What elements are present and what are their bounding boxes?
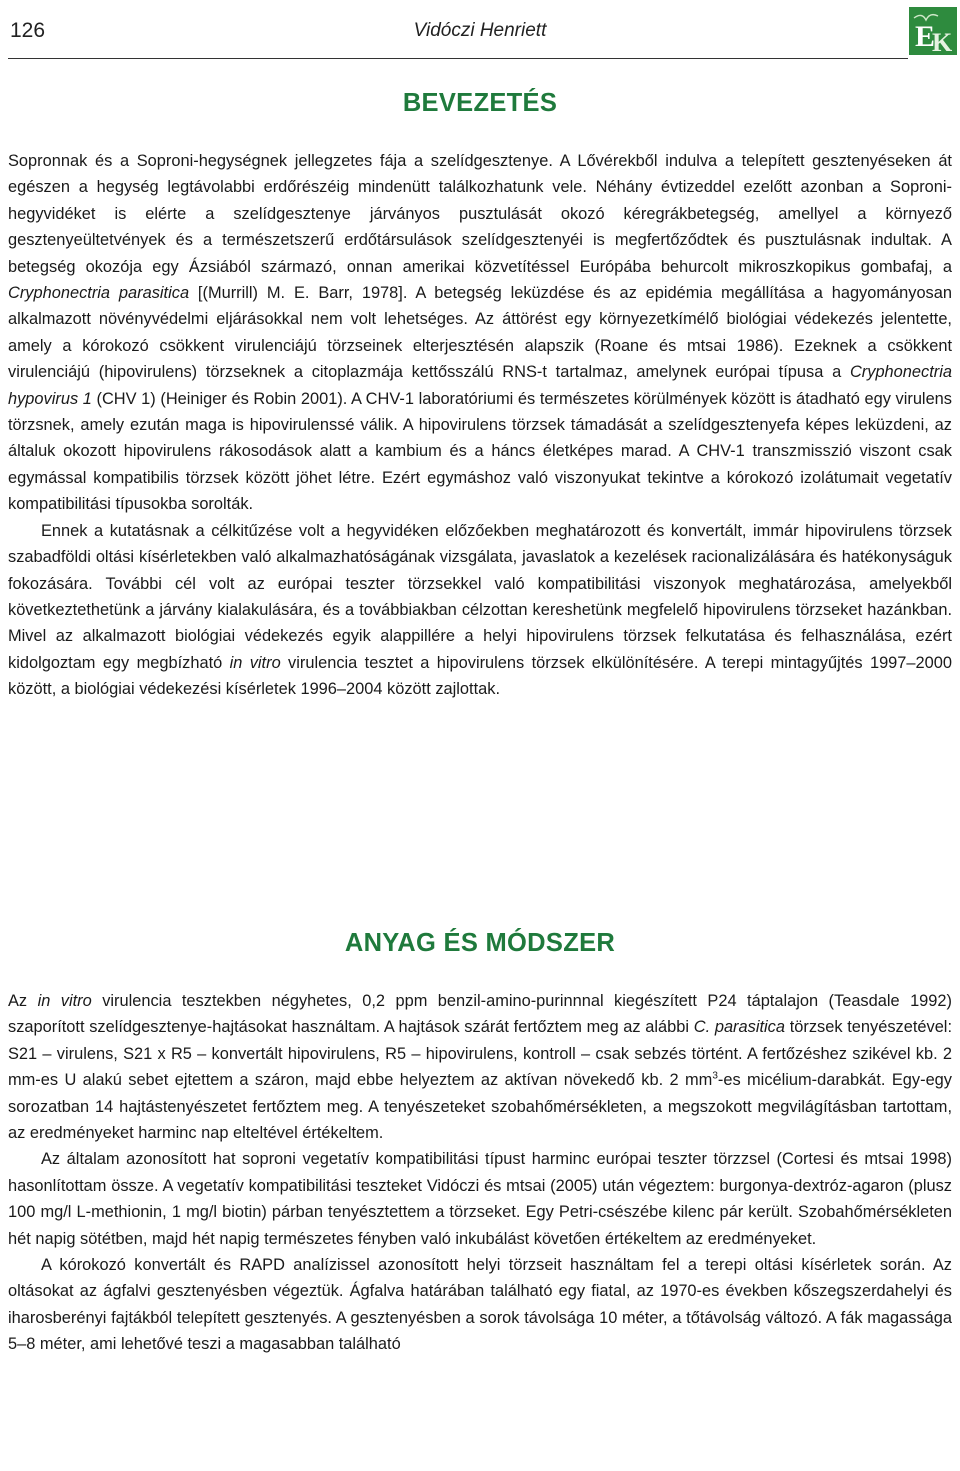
introduction-body (8, 148, 952, 703)
header-rule (8, 58, 908, 59)
paragraph (8, 148, 952, 518)
paragraph (8, 1252, 952, 1358)
page-header (0, 0, 960, 62)
italic-term: Cryphonectria hypovirus 1 (8, 363, 952, 408)
svg-text:K: K (932, 28, 953, 56)
paragraph (8, 1146, 952, 1252)
paragraph (8, 988, 952, 1146)
text-run: törzsek tenyészetével: S21 – virulens, S21 x R5 – konvertált hipovirulens, R5 – hipovirulens, kontroll – csak sebzés történt. A fertőzéshez szikével kb. 2 mm-es U alakú sebet ejtettem a száron, majd ebbe helyeztem az aktívan növekedő kb. 2 mm (8, 1018, 953, 1090)
running-title: Vidóczi Henriett (413, 20, 547, 41)
text-run: Az általam azonosított hat soproni vegetatív kompatibilitási típust harminc európai teszter törzzsel (Cortesi és mtsai 1998) hasonlítottam össze. A vegetatív kompatibilitási teszteket Vidóczi és mtsai (2005) után végeztem: burgonya-dextróz-agaron (plusz 100 mg/l L-methionin, 1 mg/l biotin) párban tenyésztettem a törzseket. Egy Petri-csészébe kilenc pár került. Szobahőmérsékleten hét napig sötétben, majd hét napig természetes fényben való inkubálást követően értékeltem az eredményeket. (8, 1150, 952, 1248)
italic-term: in vitro (37, 992, 92, 1010)
text-run: -es micélium-darabkát. Egy-egy sorozatban 14 hajtástenyészetet fertőztem meg. A tenyészeteket szobahőmérsékleten, a megszokott megvilágításban tartottam, az eredményeket harminc nap elteltével értékeltem. (8, 1071, 952, 1143)
text-run: virulencia tesztekben négyhetes, 0,2 ppm benzil-amino-purinnnal kiegészített P24 táptalajon (Teasdale 1992) szaporított szelídgesztenye-hajtásokat használtam. A hajtások szárát fertőztem meg az alábbi (8, 992, 952, 1037)
svg-text:E: E (915, 20, 936, 53)
section-heading-materials-methods: ANYAG ÉS MÓDSZER (344, 929, 616, 957)
text-run: (CHV 1) (Heiniger és Robin 2001). A CHV-1 laboratóriumi és természetes körülmények között is átadható egy virulens törzsnek, amely ezután maga is hipovirulenssé válik. A hipovirulens törzsek támadását a szelídgesztenyefa képes leküzdeni, az általuk okozott hipovirulens rákosodások alatt a kambium és a háncs életképes marad. A CHV-1 transzmisszió viszont csak egymással kompatibilis törzsek között jöhet létre. Ezért egymáshoz való viszonyukat tekintve a kórokozó izolátumait vegetatív kompatibilitási típusokba sorolták. (8, 389, 952, 514)
superscript: 3 (712, 1070, 718, 1082)
materials-methods-body (8, 988, 952, 1358)
text-run: Az (8, 992, 38, 1010)
text-run: Ennek a kutatásnak a célkitűzése volt a hegyvidéken előzőekben meghatározott és konvertált, immár hipovirulens törzsek szabadföldi oltási kísérletekben való alkalmazhatóságának vizsgálata, javaslatok a kezelések racionalizálására és hatékonyságuk fokozására. További cél volt az európai teszter törzsekkel való kompatibilitási viszonyok meghatározása, amelyekből következtethetünk a járvány kialakulására, és a továbbiakban célzottan kereshetünk megfelelő hipovirulens törzseket hazánkban. Mivel az alkalmazott biológiai védekezés egyik alappillére a helyi hipovirulens törzsek felkutatása és felhasználása, ezért kidolgoztam egy megbízható (8, 521, 952, 672)
section-heading-introduction: BEVEZETÉS (402, 89, 558, 117)
text-run: Sopronnak és a Soproni-hegységnek jellegzetes fája a szelídgesztenye. A Lővérekből indulva a telepített gesztenyéseken át egészen a hegység legtávolabbi erdőrészéig mindenütt találkozhatunk vele. Néhány évtizeddel ezelőtt azonban a Soproni-hegyvidéket is elérte a szelídgesztenye járványos pusztulását okozó kéregrákbetegség, amellyel a környező gesztenyeültetvények és a természetszerű erdőtársulások szelídgesztenyéi is megfertőződtek és pusztulásnak indultak. A betegség okozója egy Ázsiából származó, onnan amerikai közvetítéssel Európába behurcolt mikroszkopikus gombafaj, a (8, 152, 952, 276)
paragraph (8, 518, 952, 703)
text-run: virulencia tesztet a hipovirulens törzsek elkülönítésére. A terepi mintagyűjtés 1997–2000 között, a biológiai védekezési kísérletek 1996–2004 között zajlottak. (8, 653, 952, 699)
italic-term: in vitro (229, 653, 281, 672)
text-run: A kórokozó konvertált és RAPD analízissel azonosított helyi törzseit használtam fel a terepi oltási kísérletek során. Az oltásokat az ágfalvi gesztenyésben végeztük. Ágfalva határában található egy fiatal, az 1970-es években kőszegszerdahelyi és iharosberényi fajtákból telepített gesztenyés. A gesztenyésben a sorok távolsága 10 méter, a tőtávolság változó. A fák magassága 5–8 méter, ami lehetővé teszi a magasabban található (8, 1256, 952, 1354)
page-number: 126 (10, 19, 46, 42)
italic-term: C. parasitica (693, 1018, 785, 1037)
journal-logo (908, 6, 958, 56)
text-run: [(Murrill) M. E. Barr, 1978]. A betegség leküzdése és az epidémia megállítása a hagyományosan alkalmazott növényvédelmi eljárásokkal nem volt lehetséges. Az áttörést egy környezetkímélő biológiai védekezés jelentette, amely a kórokozó csökkent virulenciájú törzseinek elterjesztésén alapszik (Roane és mtsai 1986). Ezeknek a csökkent virulenciájú (hipovirulens) törzseknek a citoplazmája kettősszálú RNS-t tartalmaz, amelynek európai típusa a (8, 284, 952, 382)
italic-term: Cryphonectria parasitica (8, 284, 190, 303)
